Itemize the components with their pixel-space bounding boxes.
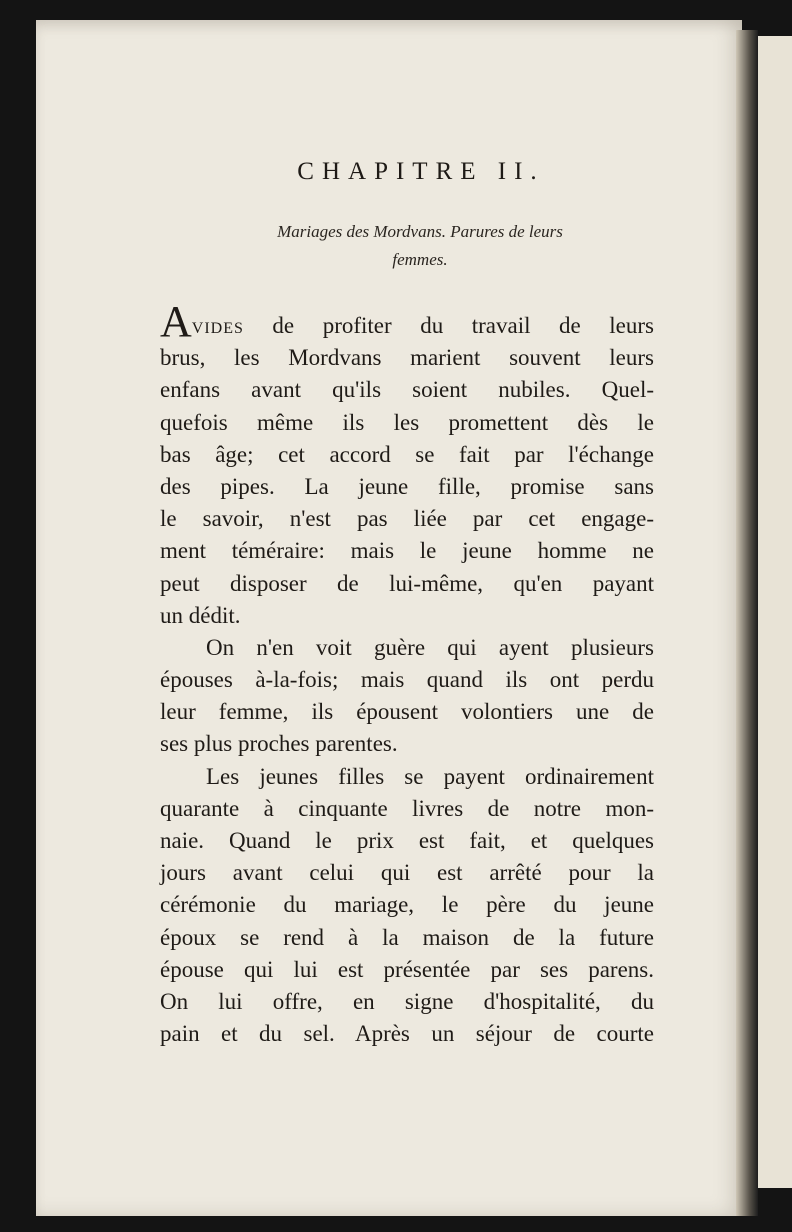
body-line: leur femme, ils épousent volontiers une de	[160, 699, 654, 725]
body-line: époux se rend à la maison de la future	[160, 924, 654, 950]
body-line: épouse qui lui est présentée par ses parens.	[160, 956, 654, 982]
small-caps-word: vides	[191, 313, 244, 338]
body-line: peut disposer de lui-même, qu'en payant	[160, 570, 654, 596]
body-line: le savoir, n'est pas liée par cet engage-	[160, 506, 654, 532]
chapter-title: CHAPITRE II.	[297, 158, 545, 185]
body-line: naie. Quand le prix est fait, et quelques	[160, 828, 654, 853]
body-line: des pipes. La jeune fille, promise sans	[160, 473, 654, 499]
chapter-subtitle-line-2: femmes.	[392, 250, 448, 269]
first-line-text: de profiter du travail de leurs	[243, 313, 654, 338]
body-line: On lui offre, en signe d'hospitalité, du	[160, 988, 654, 1014]
body-line: ment téméraire: mais le jeune homme ne	[160, 538, 654, 564]
body-line: bas âge; cet accord se fait par l'échange	[160, 441, 654, 467]
chapter-subtitle-line-1: Mariages des Mordvans. Parures de leurs	[277, 222, 563, 241]
body-line: pain et du sel. Après un séjour de courte	[160, 1021, 654, 1047]
facing-page-edge	[752, 36, 792, 1188]
drop-cap: A	[160, 297, 192, 346]
book-gutter	[736, 30, 758, 1216]
body-line: On n'en voit guère qui ayent plusieurs	[206, 634, 654, 660]
body-line: un dédit.	[160, 602, 241, 628]
body-line: quarante à cinquante livres de notre mon-	[160, 795, 654, 821]
body-line: quefois même ils les promettent dès le	[160, 409, 654, 435]
chapter-subtitle	[150, 218, 690, 274]
body-line: cérémonie du mariage, le père du jeune	[160, 892, 654, 918]
body-line: enfans avant qu'ils soient nubiles. Quel-	[160, 377, 654, 403]
body-line: épouses à-la-fois; mais quand ils ont perdu	[160, 667, 654, 693]
body-line: ses plus proches parentes.	[160, 731, 398, 757]
body-line: brus, les Mordvans marient souvent leurs	[160, 345, 654, 371]
chapter-body	[160, 297, 654, 1050]
body-line: Les jeunes filles se payent ordinairement	[206, 763, 654, 789]
body-line: jours avant celui qui est arrêté pour la	[160, 860, 654, 886]
paragraph-1-line-1	[160, 297, 654, 346]
